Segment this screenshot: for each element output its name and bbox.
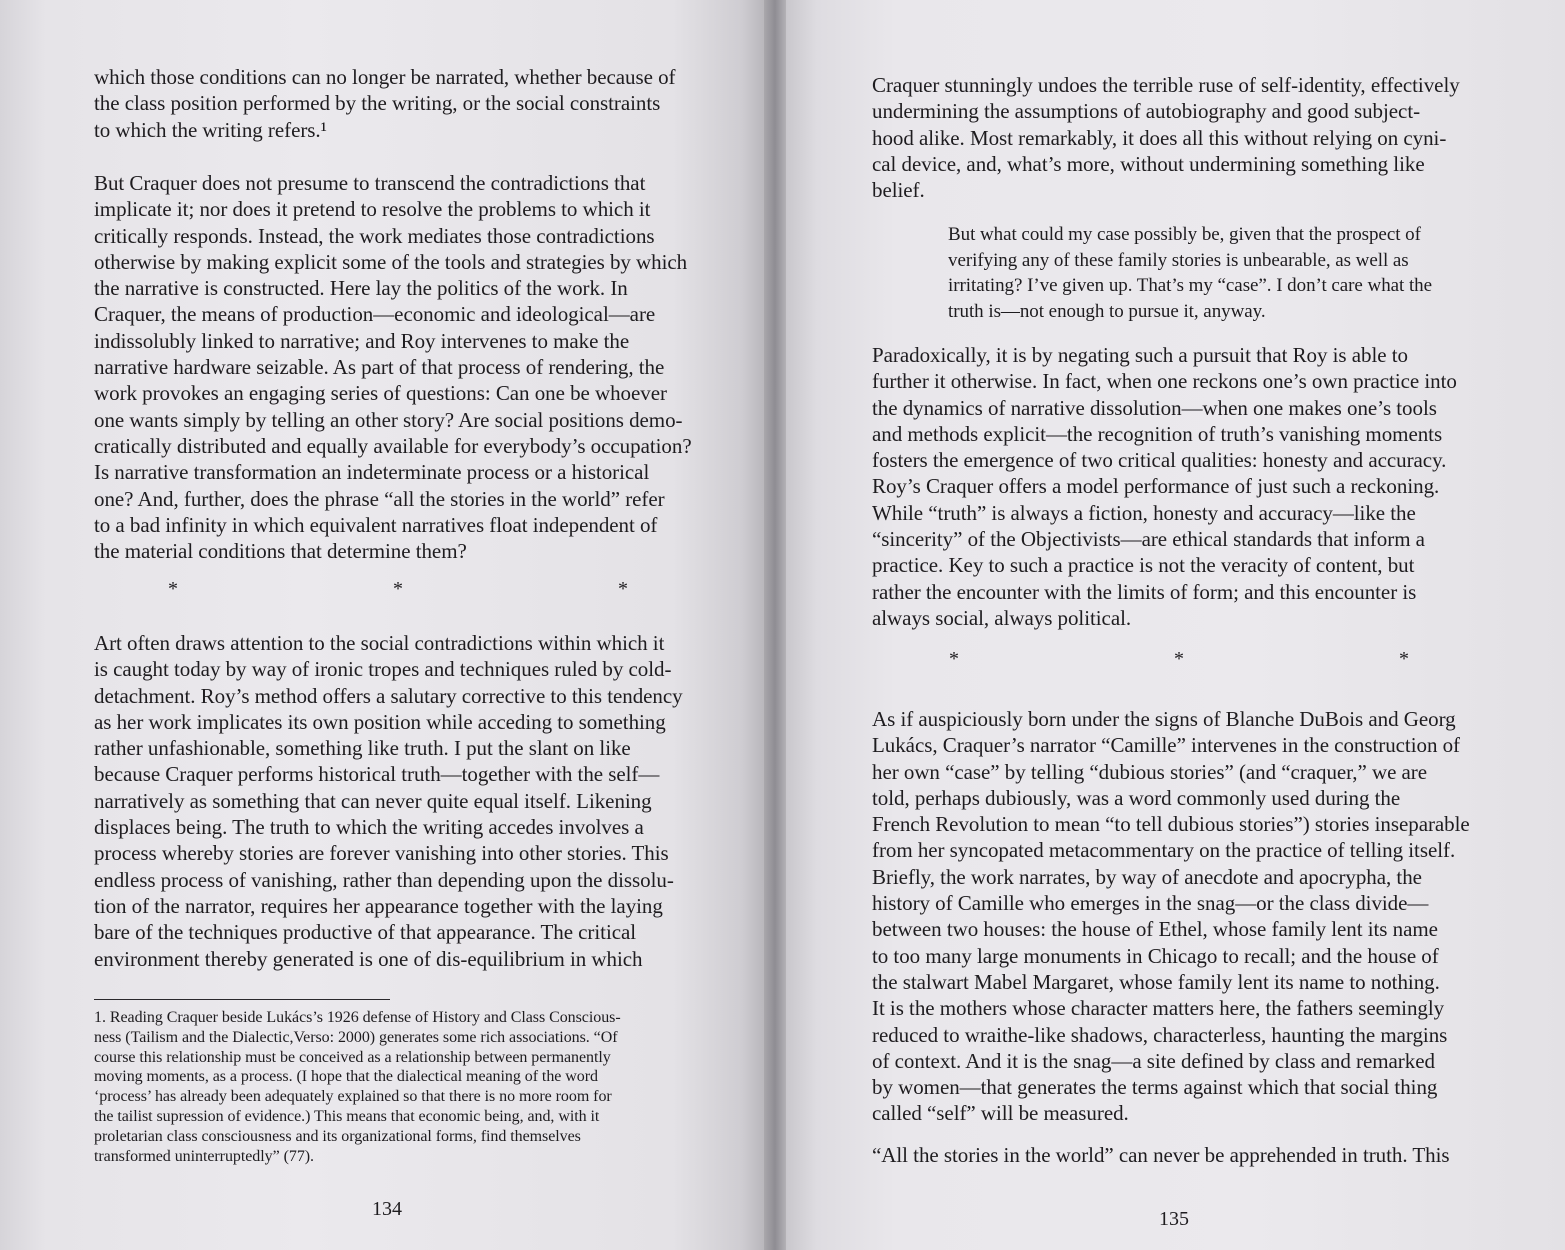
asterisk: * xyxy=(1174,648,1184,670)
page-number: 135 xyxy=(1159,1208,1189,1230)
footnote-rule xyxy=(94,999,390,1000)
paragraph-all-stories: “All the stories in the world” can never be apprehended in truth. This xyxy=(872,1143,1450,1167)
paragraph-paradoxically: Paradoxically, it is by negating such a pursuit that Roy is able to further it otherwise. In fact, when one reckons one’s own practice into the dynamics of narrative dissolution—when one makes one’s tools and methods explicit—the recognition of truth’s vanishing moments fosters the emergence of two critical qualities: honesty and accuracy. Roy’s Craquer offers a model performance of just such a reckoning. While “truth” is always a fiction, honesty and accuracy—like the “sincerity” of the Objectivists—are ethical standards that inform a practice. Key to such a practice is not the veracity of content, but rather the encounter with the limits of form; and this encounter is always social, always political. xyxy=(872,343,1457,630)
section-break xyxy=(949,648,1409,671)
paragraph-continuation: which those conditions can no longer be narrated, whether because of the class position performed by the writing, or the social constraints to which the writing refers.¹ xyxy=(94,65,676,142)
section-break xyxy=(168,578,628,601)
footnote: 1. Reading Craquer beside Lukács’s 1926 defense of History and Class Conscious- ness (Tailism and the Dialectic,Verso: 2000) generates some rich associations. “Of course this relationship must be conceived as a relationship between permanently moving moments, as a process. (I hope that the dialectical meaning of the word ‘process’ has already been adequately explained so that there is no more room for the tailist supression of evidence.) This means that economic being, and, with it proletarian class consciousness and its organizational forms, find themselves transformed uninterruptedly” (77). xyxy=(94,1009,621,1165)
paragraph-undoes-self-identity: Craquer stunningly undoes the terrible ruse of self-identity, effectively undermining the assumptions of autobiography and good subject- hood alike. Most remarkably, it does all this without relying on cyni- cal device, and, what’s more, without undermining something like belief. xyxy=(872,73,1460,203)
paragraph-art-contradictions: Art often draws attention to the social contradictions within which it is caught today by way of ironic tropes and techniques ruled by cold- detachment. Roy’s method offers a salutary corrective to this tendency as her work implicates its own position while acceding to something rather unfashionable, something like truth. I put the slant on like because Craquer performs historical truth—together with the self— narratively as something that can never quite equal itself. Likening displaces being. The truth to which the writing accedes involves a process whereby stories are forever vanishing into other stories. This endless process of vanishing, rather than depending upon the dissolu- tion of the narrator, requires her appearance together with the laying bare of the techniques productive of that appearance. The critical environment thereby generated is one of dis-equilibrium in which xyxy=(94,631,683,971)
asterisk: * xyxy=(168,578,178,600)
left-page xyxy=(0,0,764,1250)
block-quote: But what could my case possibly be, given that the prospect of verifying any of these family stories is unbearable, as well as irritating? I’ve given up. That’s my “case”. I don’t care what the truth is—not enough to pursue it, anyway. xyxy=(948,224,1433,322)
asterisk: * xyxy=(1399,648,1409,670)
asterisk: * xyxy=(618,578,628,600)
asterisk: * xyxy=(949,648,959,670)
paragraph-dubois-lukacs: As if auspiciously born under the signs of Blanche DuBois and Georg Lukács, Craquer’s narrator “Camille” intervenes in the construction of her own “case” by telling “dubious stories” (and “craquer,” we are told, perhaps dubiously, was a word commonly used during the French Revolution to mean “to tell dubious stories”) stories inseparable from her syncopated metacommentary on the practice of telling itself. Briefly, the work narrates, by way of anecdote and apocrypha, the history of Camille who emerges in the snag—or the class divide— between two houses: the house of Ethel, whose family lent its name to too many large monuments in Chicago to recall; and the house of the stalwart Mabel Margaret, whose family lent its name to nothing. It is the mothers whose character matters here, the fathers seemingly reduced to wraithe-like shadows, characterless, haunting the margins of context. And it is the snag—a site defined by class and remarked by women—that generates the terms against which that social thing called “self” will be measured. xyxy=(872,707,1470,1126)
page-number: 134 xyxy=(372,1198,402,1220)
paragraph-craquer-contradictions: But Craquer does not presume to transcend the contradictions that implicate it; nor does it pretend to resolve the problems to which it critically responds. Instead, the work mediates those contradictions otherwise by making explicit some of the tools and strategies by which the narrative is constructed. Here lay the politics of the work. In Craquer, the means of production—economic and ideological—are indissolubly linked to narrative; and Roy intervenes to make the narrative hardware seizable. As part of that process of rendering, the work provokes an engaging series of questions: Can one be whoever one wants simply by telling an other story? Are social positions demo- cratically distributed and equally available for everybody’s occupation? Is narrative transformation an indeterminate process or a historical one? And, further, does the phrase “all the stories in the world” refer to a bad infinity in which equivalent narratives float independent of the material conditions that determine them? xyxy=(94,171,692,564)
book-gutter xyxy=(764,0,786,1250)
asterisk: * xyxy=(393,578,403,600)
right-page xyxy=(786,0,1565,1250)
